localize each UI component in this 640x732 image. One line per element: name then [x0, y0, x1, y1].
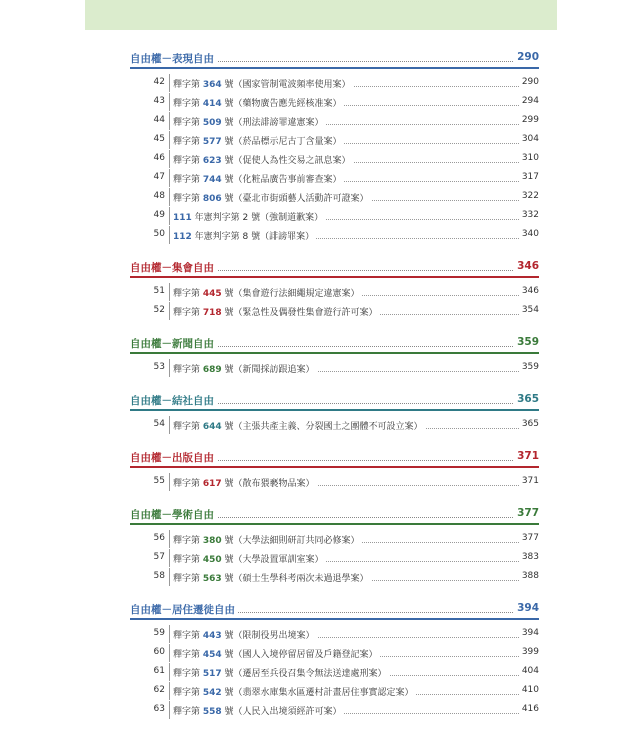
- entry-case-name: 號（限制役男出境案）: [221, 631, 315, 641]
- section-page-number: 359: [514, 336, 539, 348]
- toc-section: [85, 447, 557, 491]
- section-heading[interactable]: [85, 390, 557, 411]
- interpretation-number: 364: [202, 80, 222, 90]
- entry-page-number: 346: [521, 286, 539, 296]
- entry-case-name: 號（碩士生學科考兩次未過退學案）: [221, 574, 369, 584]
- interpretation-number: 644: [202, 422, 222, 432]
- entry-number: 59: [153, 628, 165, 638]
- entry-number: 50: [153, 229, 165, 239]
- section-heading[interactable]: [85, 333, 557, 354]
- entry-number: 63: [153, 704, 165, 714]
- entry-page-number: 394: [521, 628, 539, 638]
- entry-prefix: 釋字第: [173, 688, 203, 698]
- entry-title: [173, 96, 344, 109]
- section-page-number: 371: [514, 450, 539, 462]
- entry-case-name: 號（藥物廣告應先經核准案）: [221, 99, 342, 109]
- entry-prefix: 釋字第: [173, 536, 203, 546]
- entry-page-number: 332: [521, 210, 539, 220]
- toc-entry[interactable]: [85, 681, 557, 700]
- toc-entry[interactable]: [85, 529, 557, 548]
- entry-title: [173, 419, 425, 432]
- entry-divider: [169, 302, 170, 320]
- entry-page-number: 416: [521, 704, 539, 714]
- entry-title: [173, 134, 344, 147]
- toc-entry[interactable]: [85, 168, 557, 187]
- section-title: 自由權－表現自由: [130, 51, 217, 66]
- entry-divider: [169, 625, 170, 643]
- toc-entry[interactable]: [85, 472, 557, 491]
- entry-case-name: 號（國人入境停留居留及戶籍登記案）: [221, 650, 378, 660]
- section-heading[interactable]: [85, 48, 557, 69]
- entry-title: [173, 476, 317, 489]
- entry-prefix: 釋字第: [173, 118, 203, 128]
- entry-number: 61: [153, 666, 165, 676]
- toc-section: [85, 333, 557, 377]
- toc-entry[interactable]: [85, 73, 557, 92]
- entry-divider: [169, 473, 170, 491]
- entry-case-name: 號（主張共產主義、分裂國土之團體不可設立案）: [221, 422, 423, 432]
- entry-divider: [169, 112, 170, 130]
- entry-divider: [169, 568, 170, 586]
- book-page: [85, 0, 557, 717]
- entry-divider: [169, 131, 170, 149]
- section-page-number: 377: [514, 507, 539, 519]
- toc-section: [85, 599, 557, 719]
- interpretation-number: 744: [202, 175, 222, 185]
- entry-number: 55: [153, 476, 165, 486]
- interpretation-number: 112: [173, 232, 192, 242]
- toc-entry[interactable]: [85, 643, 557, 662]
- entry-number: 42: [153, 77, 165, 87]
- entry-prefix: 釋字第: [173, 80, 203, 90]
- entry-number: 43: [153, 96, 165, 106]
- entry-number: 47: [153, 172, 165, 182]
- entry-page-number: 310: [521, 153, 539, 163]
- toc-entry[interactable]: [85, 149, 557, 168]
- entry-page-number: 294: [521, 96, 539, 106]
- entry-page-number: 340: [521, 229, 539, 239]
- entry-page-number: 317: [521, 172, 539, 182]
- entry-title: [173, 305, 380, 318]
- entry-case-name: 號（新聞採訪跟追案）: [221, 365, 315, 375]
- entry-title: [173, 286, 362, 299]
- section-page-number: 394: [514, 602, 539, 614]
- section-heading[interactable]: [85, 504, 557, 525]
- section-underline: [130, 466, 539, 468]
- interpretation-number: 623: [202, 156, 222, 166]
- entry-case-name: 年憲判字第 8 號（誹謗罪案）: [191, 232, 315, 242]
- entry-page-number: 383: [521, 552, 539, 562]
- entry-case-name: 號（國家管制電波頻率使用案）: [221, 80, 351, 90]
- entry-prefix: 釋字第: [173, 574, 203, 584]
- entry-page-number: 377: [521, 533, 539, 543]
- interpretation-number: 542: [202, 688, 222, 698]
- toc-entry[interactable]: [85, 92, 557, 111]
- toc-entry[interactable]: [85, 130, 557, 149]
- entry-case-name: 號（散布猥褻物品案）: [221, 479, 315, 489]
- entry-divider: [169, 644, 170, 662]
- entry-number: 46: [153, 153, 165, 163]
- toc-entry[interactable]: [85, 662, 557, 681]
- entry-prefix: 釋字第: [173, 650, 203, 660]
- entry-number: 45: [153, 134, 165, 144]
- entry-prefix: 釋字第: [173, 631, 203, 641]
- entry-page-number: 290: [521, 77, 539, 87]
- section-heading[interactable]: [85, 257, 557, 278]
- toc-entry[interactable]: [85, 415, 557, 434]
- entry-prefix: 釋字第: [173, 137, 203, 147]
- entry-prefix: 釋字第: [173, 194, 203, 204]
- entry-title: [173, 210, 325, 223]
- entry-divider: [169, 169, 170, 187]
- section-page-number: 290: [514, 51, 539, 63]
- interpretation-number: 509: [202, 118, 222, 128]
- entry-divider: [169, 416, 170, 434]
- entry-number: 53: [153, 362, 165, 372]
- entry-page-number: 299: [521, 115, 539, 125]
- section-heading[interactable]: [85, 599, 557, 620]
- entry-page-number: 404: [521, 666, 539, 676]
- entry-title: [173, 172, 344, 185]
- entry-prefix: 釋字第: [173, 289, 203, 299]
- entry-prefix: 釋字第: [173, 308, 203, 318]
- entry-case-name: 號（人民入出境須經許可案）: [221, 707, 342, 717]
- section-heading[interactable]: [85, 447, 557, 468]
- interpretation-number: 718: [202, 308, 222, 318]
- section-page-number: 365: [514, 393, 539, 405]
- entry-title: [173, 704, 344, 717]
- section-title: 自由權－新聞自由: [130, 336, 217, 351]
- toc-section: [85, 48, 557, 244]
- entry-title: [173, 229, 316, 242]
- entry-number: 44: [153, 115, 165, 125]
- section-title: 自由權－集會自由: [130, 260, 217, 275]
- entry-page-number: 371: [521, 476, 539, 486]
- interpretation-number: 111: [173, 213, 192, 223]
- entry-divider: [169, 93, 170, 111]
- entry-page-number: 354: [521, 305, 539, 315]
- interpretation-number: 558: [202, 707, 222, 717]
- entry-divider: [169, 188, 170, 206]
- entry-title: [173, 533, 362, 546]
- section-title: 自由權－學術自由: [130, 507, 217, 522]
- entry-title: [173, 77, 353, 90]
- section-underline: [130, 618, 539, 620]
- entry-number: 49: [153, 210, 165, 220]
- entry-divider: [169, 207, 170, 225]
- entry-page-number: 322: [521, 191, 539, 201]
- toc-entry[interactable]: [85, 206, 557, 225]
- toc-entry[interactable]: [85, 111, 557, 130]
- entry-page-number: 410: [521, 685, 539, 695]
- entry-title: [173, 191, 371, 204]
- entry-case-name: 號（刑法誹謗罪違憲案）: [221, 118, 324, 128]
- interpretation-number: 689: [202, 365, 222, 375]
- entry-number: 60: [153, 647, 165, 657]
- entry-prefix: 釋字第: [173, 555, 203, 565]
- entry-number: 62: [153, 685, 165, 695]
- toc-section: [85, 504, 557, 586]
- header-band: [85, 0, 557, 30]
- toc-entry[interactable]: [85, 358, 557, 377]
- entry-divider: [169, 74, 170, 92]
- entry-page-number: 388: [521, 571, 539, 581]
- entry-page-number: 359: [521, 362, 539, 372]
- entry-divider: [169, 530, 170, 548]
- entry-case-name: 年憲判字第 2 號（強制道歉案）: [191, 213, 324, 223]
- entry-title: [173, 628, 317, 641]
- toc-entry[interactable]: [85, 700, 557, 719]
- entry-number: 48: [153, 191, 165, 201]
- interpretation-number: 454: [202, 650, 222, 660]
- toc-entry[interactable]: [85, 548, 557, 567]
- entry-title: [173, 552, 326, 565]
- entry-divider: [169, 549, 170, 567]
- entry-case-name: 號（翡翠水庫集水區遷村計畫居住事實認定案）: [221, 688, 414, 698]
- section-title: 自由權－出版自由: [130, 450, 217, 465]
- entry-prefix: 釋字第: [173, 99, 203, 109]
- interpretation-number: 450: [202, 555, 222, 565]
- interpretation-number: 563: [202, 574, 222, 584]
- entry-prefix: 釋字第: [173, 479, 203, 489]
- section-underline: [130, 352, 539, 354]
- section-underline: [130, 409, 539, 411]
- toc-entry[interactable]: [85, 282, 557, 301]
- section-underline: [130, 67, 539, 69]
- entry-case-name: 號（菸品標示尼古丁含量案）: [221, 137, 342, 147]
- entry-case-name: 號（促使人為性交易之訊息案）: [221, 156, 351, 166]
- entry-prefix: 釋字第: [173, 156, 203, 166]
- entry-title: [173, 571, 371, 584]
- entry-title: [173, 362, 317, 375]
- interpretation-number: 380: [202, 536, 222, 546]
- entry-divider: [169, 701, 170, 719]
- entry-divider: [169, 150, 170, 168]
- toc-section: [85, 390, 557, 434]
- entry-case-name: 號（集會遊行法細繩規定違憲案）: [221, 289, 360, 299]
- entry-case-name: 號（遷居至兵役召集令無法送達處刑案）: [221, 669, 387, 679]
- toc-entry[interactable]: [85, 187, 557, 206]
- entry-title: [173, 666, 389, 679]
- entry-number: 51: [153, 286, 165, 296]
- entry-title: [173, 115, 326, 128]
- entry-prefix: 釋字第: [173, 422, 203, 432]
- interpretation-number: 517: [202, 669, 222, 679]
- entry-prefix: 釋字第: [173, 365, 203, 375]
- entry-prefix: 釋字第: [173, 707, 203, 717]
- entry-number: 57: [153, 552, 165, 562]
- interpretation-number: 577: [202, 137, 222, 147]
- section-title: 自由權－居住遷徙自由: [130, 602, 238, 617]
- entry-divider: [169, 226, 170, 244]
- entry-number: 54: [153, 419, 165, 429]
- toc-entry[interactable]: [85, 301, 557, 320]
- entry-title: [173, 685, 416, 698]
- entry-page-number: 304: [521, 134, 539, 144]
- entry-title: [173, 153, 353, 166]
- section-underline: [130, 276, 539, 278]
- entry-case-name: 號（臺北市街頭藝人活動許可證案）: [221, 194, 369, 204]
- entry-divider: [169, 283, 170, 301]
- entry-case-name: 號（緊急性及偶發性集會遊行許可案）: [221, 308, 378, 318]
- interpretation-number: 806: [202, 194, 222, 204]
- entry-case-name: 號（大學法細則研訂共同必修案）: [221, 536, 360, 546]
- interpretation-number: 414: [202, 99, 222, 109]
- entry-divider: [169, 682, 170, 700]
- section-title: 自由權－結社自由: [130, 393, 217, 408]
- entry-page-number: 399: [521, 647, 539, 657]
- entry-prefix: 釋字第: [173, 669, 203, 679]
- section-page-number: 346: [514, 260, 539, 272]
- entry-number: 56: [153, 533, 165, 543]
- entry-prefix: 釋字第: [173, 175, 203, 185]
- interpretation-number: 445: [202, 289, 222, 299]
- interpretation-number: 443: [202, 631, 222, 641]
- entry-title: [173, 647, 380, 660]
- toc-entry[interactable]: [85, 567, 557, 586]
- entry-case-name: 號（化粧品廣告事前審查案）: [221, 175, 342, 185]
- toc-entry[interactable]: [85, 624, 557, 643]
- entry-divider: [169, 359, 170, 377]
- toc-entry[interactable]: [85, 225, 557, 244]
- interpretation-number: 617: [202, 479, 222, 489]
- table-of-contents: [85, 48, 557, 732]
- entry-case-name: 號（大學設置軍訓室案）: [221, 555, 324, 565]
- entry-number: 52: [153, 305, 165, 315]
- toc-section: [85, 257, 557, 320]
- entry-divider: [169, 663, 170, 681]
- entry-page-number: 365: [521, 419, 539, 429]
- section-underline: [130, 523, 539, 525]
- entry-number: 58: [153, 571, 165, 581]
